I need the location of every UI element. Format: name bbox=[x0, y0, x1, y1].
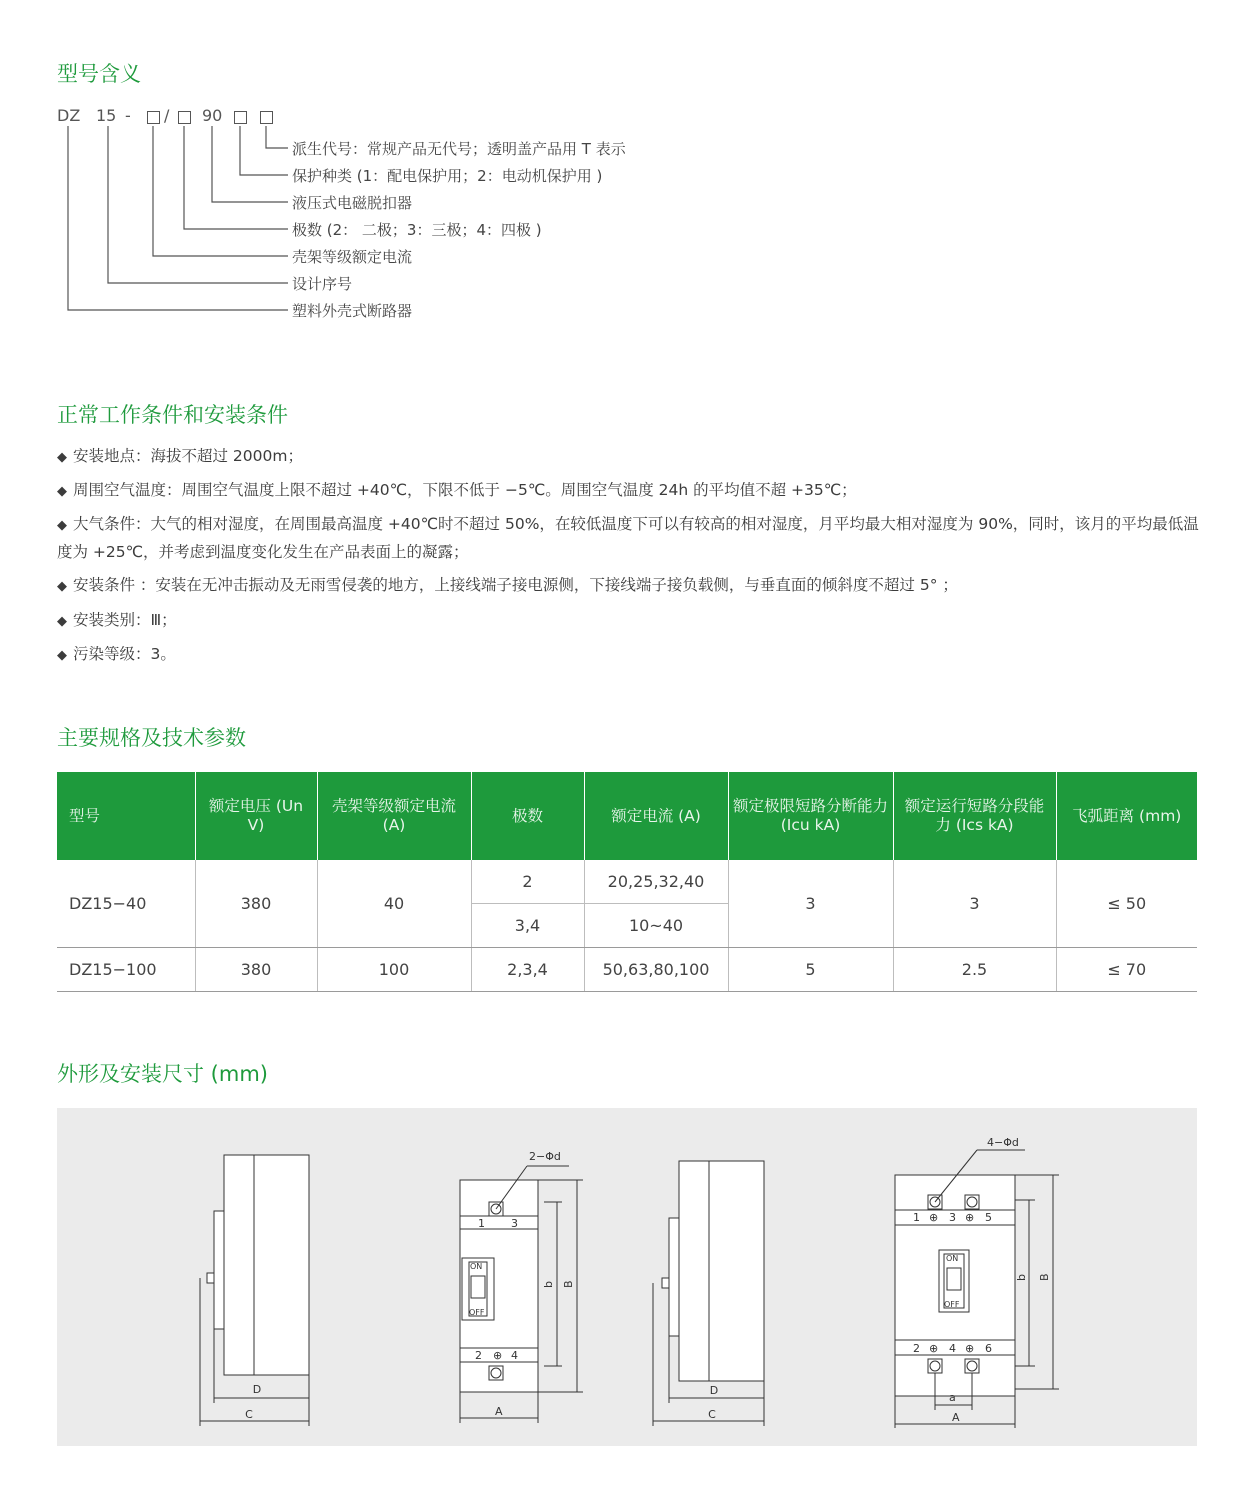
header-frame-current: 壳架等级额定电流 (A) bbox=[317, 772, 471, 860]
condition-item: ◆ 污染等级：3。 bbox=[57, 645, 176, 663]
cell-arc-distance: ≤ 50 bbox=[1056, 860, 1197, 948]
dim-label-b: b bbox=[1015, 1274, 1028, 1281]
dim-label-a: a bbox=[949, 1391, 956, 1404]
header-poles: 极数 bbox=[471, 772, 584, 860]
table-row bbox=[57, 948, 1197, 992]
code-slash: / bbox=[164, 106, 170, 125]
cell-poles: 2 bbox=[471, 860, 584, 904]
code-prefix: DZ bbox=[57, 106, 81, 125]
terminal-label: 3 bbox=[511, 1217, 518, 1230]
cell-voltage: 380 bbox=[195, 948, 317, 992]
screw-icon: ⊕ bbox=[929, 1342, 939, 1355]
dim-label-d: D bbox=[252, 1383, 262, 1396]
legend-frame-current: 壳架等级额定电流 bbox=[292, 248, 413, 266]
cell-arc-distance: ≤ 70 bbox=[1056, 948, 1197, 992]
bullet-icon: ◆ bbox=[57, 579, 67, 594]
side-view-3p bbox=[653, 1161, 764, 1426]
terminal-label: 1 bbox=[478, 1217, 485, 1230]
spec-header-row bbox=[57, 772, 1197, 860]
cell-icu: 3 bbox=[728, 860, 893, 948]
bullet-icon: ◆ bbox=[57, 518, 67, 533]
legend-trip: 液压式电磁脱扣器 bbox=[292, 194, 413, 212]
header-arc-distance: 飞弧距离 (mm) bbox=[1056, 772, 1197, 860]
legend-protection: 保护种类 (1：配电保护用；2：电动机保护用 ) bbox=[292, 167, 603, 185]
bullet-icon: ◆ bbox=[57, 450, 67, 465]
cell-poles: 2,3,4 bbox=[471, 948, 584, 992]
bullet-icon: ◆ bbox=[57, 614, 67, 629]
condition-item: ◆ 安装地点：海拔不超过 2000m； bbox=[57, 447, 303, 465]
table-row bbox=[57, 860, 1197, 904]
switch-on-label: ON bbox=[946, 1254, 959, 1263]
dim-label-a-upper: A bbox=[952, 1411, 960, 1424]
conditions-title: 正常工作条件和安装条件 bbox=[57, 403, 288, 427]
dimension-drawings-panel bbox=[57, 1108, 1197, 1446]
cell-icu: 5 bbox=[728, 948, 893, 992]
terminal-label: 6 bbox=[985, 1342, 992, 1355]
header-voltage: 额定电压 (Un V) bbox=[195, 772, 317, 860]
condition-item: ◆ 安装条件 ：安装在无冲击振动及无雨雪侵袭的地方，上接线端子接电源侧，下接线端子接负载侧，与垂直面的倾斜度不超过 5° ； bbox=[57, 576, 958, 594]
model-meaning-title: 型号含义 bbox=[57, 62, 141, 86]
side-view-2p bbox=[200, 1155, 309, 1426]
front-view-3p bbox=[895, 1136, 1059, 1428]
legend-breaker-type: 塑料外壳式断路器 bbox=[292, 302, 413, 320]
bullet-icon: ◆ bbox=[57, 648, 67, 663]
switch-on-label: ON bbox=[470, 1262, 483, 1271]
code-legend-lines bbox=[0, 0, 300, 330]
legend-derivative: 派生代号：常规产品无代号；透明盖产品用 T 表示 bbox=[292, 140, 626, 158]
dimension-drawings bbox=[57, 1108, 1197, 1446]
cell-ics: 3 bbox=[893, 860, 1056, 948]
terminal-label: 2 bbox=[913, 1342, 920, 1355]
dim-label-c: C bbox=[708, 1408, 716, 1421]
terminal-label: 2 bbox=[475, 1349, 482, 1362]
cell-rated-current: 20,25,32,40 bbox=[584, 860, 728, 904]
legend-poles: 极数 (2： 二极；3：三极；4：四极 ) bbox=[292, 221, 542, 239]
cell-rated-current: 50,63,80,100 bbox=[584, 948, 728, 992]
hole-label-2p: 2−Φd bbox=[529, 1150, 561, 1163]
header-icu: 额定极限短路分断能力 (Icu kA) bbox=[728, 772, 893, 860]
cell-frame-current: 40 bbox=[317, 860, 471, 948]
header-ics: 额定运行短路分段能力 (Ics kA) bbox=[893, 772, 1056, 860]
cell-model: DZ15−100 bbox=[57, 948, 195, 992]
front-view-2p bbox=[460, 1150, 583, 1423]
code-series: 15 bbox=[96, 106, 117, 125]
dim-label-b: b bbox=[542, 1281, 555, 1288]
bullet-icon: ◆ bbox=[57, 484, 67, 499]
cell-voltage: 380 bbox=[195, 860, 317, 948]
dim-label-d: D bbox=[709, 1384, 719, 1397]
terminal-label: 1 bbox=[913, 1211, 920, 1224]
condition-item: ◆ 安装类别：Ⅲ； bbox=[57, 611, 177, 629]
screw-icon: ⊕ bbox=[493, 1349, 503, 1362]
code-trip: 90 bbox=[202, 106, 223, 125]
switch-off-label: OFF bbox=[469, 1308, 485, 1317]
cell-rated-current: 10~40 bbox=[584, 904, 728, 948]
header-model: 型号 bbox=[57, 772, 195, 860]
switch-off-label: OFF bbox=[944, 1300, 960, 1309]
dim-label-b-upper: B bbox=[562, 1280, 575, 1288]
specs-title: 主要规格及技术参数 bbox=[57, 726, 246, 750]
condition-item: ◆ 周围空气温度：周围空气温度上限不超过 +40℃，下限不低于 −5℃。周围空气温度 24h 的平均值不超 +35℃； bbox=[57, 481, 857, 499]
condition-item: ◆ 大气条件：大气的相对湿度，在周围最高温度 +40℃时不超过 50%，在较低温度下可以有较高的相对湿度，月平均最大相对湿度为 90%，同时，该月的平均最低温度为 +25℃，并考虑到温度变化发生在产品表面上的凝露； bbox=[57, 515, 1199, 561]
dim-label-a-upper: A bbox=[495, 1405, 503, 1418]
legend-design-no: 设计序号 bbox=[292, 275, 353, 293]
cell-frame-current: 100 bbox=[317, 948, 471, 992]
hole-label-3p: 4−Φd bbox=[987, 1136, 1019, 1149]
code-dash: - bbox=[125, 106, 131, 125]
terminal-label: 3 bbox=[949, 1211, 956, 1224]
terminal-label: 5 bbox=[985, 1211, 992, 1224]
cell-poles: 3,4 bbox=[471, 904, 584, 948]
terminal-label: 4 bbox=[949, 1342, 956, 1355]
dim-label-c: C bbox=[245, 1408, 253, 1421]
spec-table bbox=[57, 772, 1197, 992]
header-rated-current: 额定电流 (A) bbox=[584, 772, 728, 860]
dimensions-title: 外形及安装尺寸 (mm) bbox=[57, 1062, 268, 1086]
terminal-label: 4 bbox=[511, 1349, 518, 1362]
screw-icon: ⊕ bbox=[965, 1211, 975, 1224]
dim-label-b-upper: B bbox=[1038, 1273, 1051, 1281]
screw-icon: ⊕ bbox=[965, 1342, 975, 1355]
cell-ics: 2.5 bbox=[893, 948, 1056, 992]
cell-model: DZ15−40 bbox=[57, 860, 195, 948]
screw-icon: ⊕ bbox=[929, 1211, 939, 1224]
